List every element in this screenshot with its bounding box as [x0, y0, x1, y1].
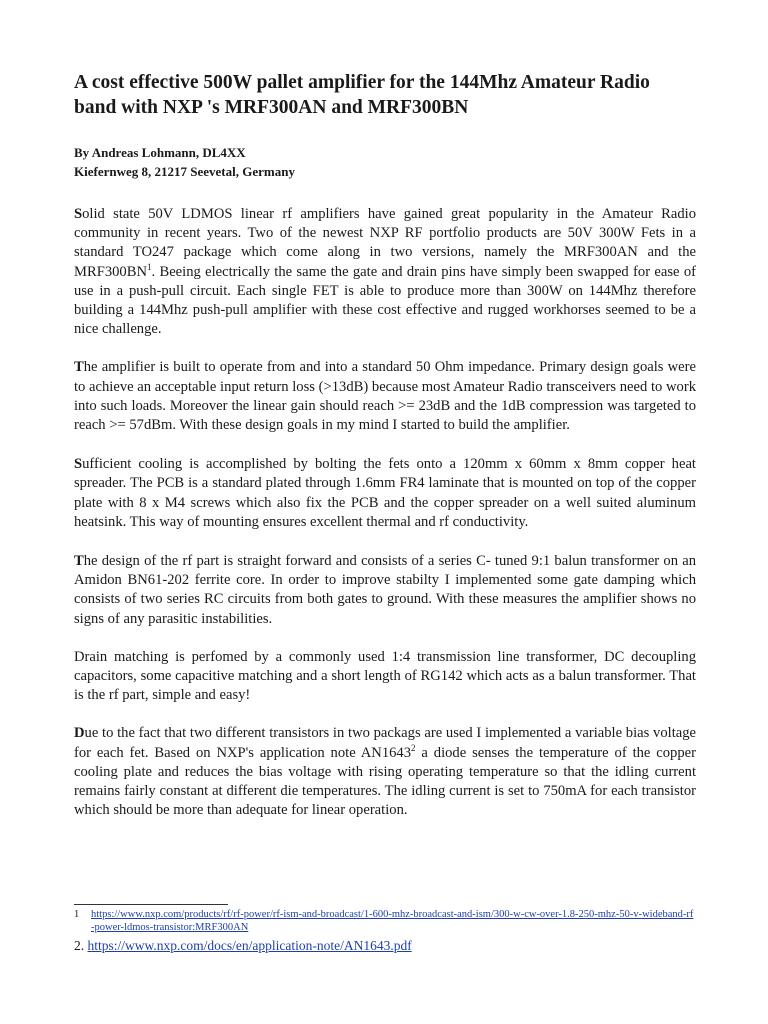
paragraph-text: ufficient cooling is accomplished by bolting the fets onto a 120mm x 60mm x 8mm copper heat spreader. The PCB is a standard plated through 1.6mm FR4 laminate that is mounted on top of the copper plate with 8 x M4 screws which also fix the PCB and the copper spreader on a well suited aluminum heatsink. This way of mounting ensures excellent thermal and rf conductivity.	[74, 456, 696, 530]
paragraph-lead-letter: T	[74, 553, 84, 570]
paragraph-text: a diode senses the temperature of the copper cooling plate and reduces the bias voltage with rising operating temperature so that the idling current remains fairly constant at different die temperatures. The idling current is set to 750mA for each transistor which should be more than adequate for linear operation.	[74, 744, 696, 819]
paragraph-bias	[74, 724, 696, 820]
document-page	[74, 70, 696, 820]
paragraph-text: he design of the rf part is straight forward and consists of a series C- tuned 9:1 balun transformer on an Amidon BN61-202 ferrite core. In order to improve stabilty I implemented some gate damping which consists of two series RC circuits from both gates to ground. With these measures the amplifier shows no signs of any parasitic instabilities.	[74, 553, 696, 627]
paragraph-lead-letter: T	[74, 359, 84, 376]
footnote-link-an1643[interactable]: https://www.nxp.com/docs/en/application-note/AN1643.pdf	[87, 938, 412, 953]
paragraph-cooling	[74, 455, 696, 532]
footnote-marker: 1	[74, 909, 80, 920]
paragraph-text: olid state 50V LDMOS linear rf amplifiers have gained great popularity in the Amateur Radio community in recent years. Two of the newest NXP RF portfolio products are 50V 300W Fets in a standard TO247 package which come along in two versions, namely the MRF300AN and the MRF300BN	[74, 206, 696, 280]
paragraph-text: . Beeing electrically the same the gate and drain pins have simply been swapped for ease of use in a push-pull circuit. Each single FET is able to produce more than 300W on 144Mhz therefore building a 144Mhz push-pull amplifier with these cost effective and rugged workhorses seemed to be a nice challenge.	[74, 263, 696, 338]
footnote-2	[74, 937, 412, 955]
footnote-marker: 2.	[74, 938, 85, 953]
paragraph-drain-matching	[74, 648, 696, 706]
paragraph-design-goals	[74, 358, 696, 435]
paragraph-lead-letter: D	[74, 725, 85, 742]
paragraph-lead-letter: S	[74, 206, 83, 222]
paragraph-rf-design	[74, 552, 696, 629]
paragraph-text: he amplifier is built to operate from and into a standard 50 Ohm impedance. Primary design goals were to achieve an acceptable input return loss (>13dB) because most Amateur Radio transceivers need to work into such loads. Moreover the linear gain should reach >= 23dB and the 1dB compression was targeted to reach >= 57dBm. With these design goals in my mind I started to build the amplifier.	[74, 359, 696, 434]
author-line: By Andreas Lohmann, DL4XX	[74, 145, 246, 160]
author-block	[74, 143, 696, 181]
document-title: A cost effective 500W pallet amplifier for the 144Mhz Amateur Radio band with NXP 's MRF300AN and MRF300BN	[74, 72, 650, 118]
paragraph-text: ue to the fact that two different transistors in two packags are used I implemented a variable bias voltage for each fet. Based on NXP's application note AN1643	[74, 725, 696, 761]
paragraph-text: Drain matching is perfomed by a commonly used 1:4 transmission line transformer, DC decoupling capacitors, some capacitive matching and a short length of RG142 which acts as a balun transformer. That is the rf part, simple and easy!	[74, 648, 696, 704]
paragraph-intro	[74, 205, 696, 339]
address-line: Kiefernweg 8, 21217 Seevetal, Germany	[74, 164, 295, 179]
footnote-link-nxp-product[interactable]: https://www.nxp.com/products/rf/rf-power/rf-ism-and-broadcast/1-600-mhz-broadcast-and-ism/300-w-cw-over-1.8-250-mhz-50-v-wideband-rf-power-ldmos-transistor:MRF300AN	[91, 909, 694, 933]
footnote-ref: 2	[411, 742, 416, 753]
footnote-ref: 1	[147, 261, 152, 272]
paragraph-lead-letter: S	[74, 456, 83, 473]
footnote-1	[74, 908, 696, 934]
footnote-divider	[74, 904, 228, 905]
